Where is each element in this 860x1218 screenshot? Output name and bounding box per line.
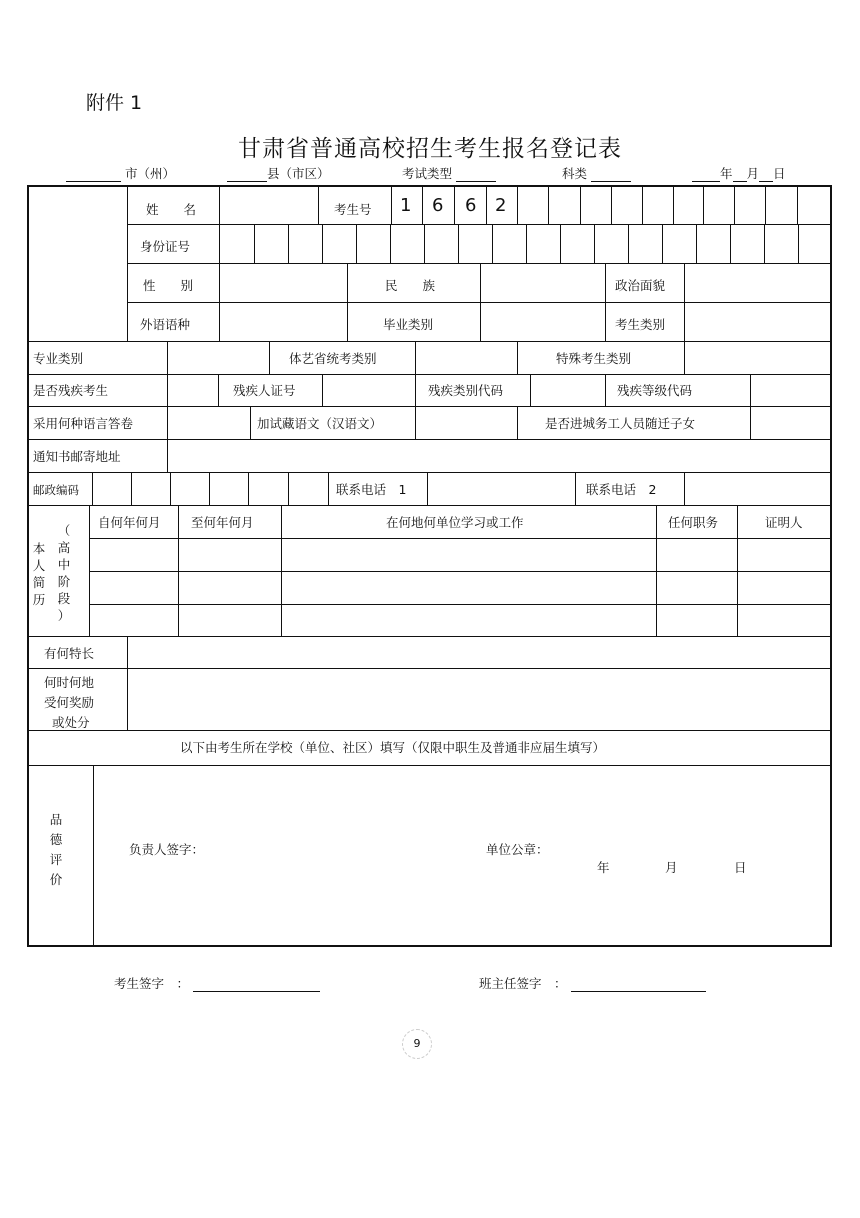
grid-line	[486, 187, 487, 224]
grid-line	[605, 374, 606, 406]
grid-line	[328, 472, 329, 505]
grid-line	[219, 263, 220, 341]
eval-date-day: 日	[734, 860, 747, 875]
grid-line	[548, 187, 549, 224]
grid-line	[167, 341, 168, 374]
gender-label: 性 别	[143, 278, 194, 293]
grid-line	[170, 472, 171, 505]
grid-line	[356, 224, 357, 263]
extra-test-label: 加试藏语文（汉语文）	[257, 416, 383, 431]
grid-line	[530, 374, 531, 406]
special-category-label: 特殊考生类别	[556, 351, 632, 366]
page-number: 9	[402, 1029, 432, 1059]
grid-line	[250, 406, 251, 439]
attachment-label: 附件 1	[86, 92, 143, 114]
student-signature[interactable]: 考生签字 ：	[114, 974, 320, 992]
eval-date-month: 月	[665, 860, 678, 875]
subject-field[interactable]: 科类	[562, 164, 631, 182]
grid-line	[424, 224, 425, 263]
grid-line	[750, 374, 751, 406]
grid-line	[480, 263, 481, 341]
grid-line	[127, 263, 831, 264]
grid-line	[517, 341, 518, 374]
teacher-signature[interactable]: 班主任签字 ：	[479, 974, 706, 992]
grid-line	[594, 224, 595, 263]
grid-line	[28, 730, 831, 731]
mail-address-label: 通知书邮寄地址	[33, 449, 121, 464]
exam-no-label: 考生号	[334, 202, 372, 217]
grid-line	[415, 374, 416, 406]
moral-eval-label: 品 德 评 价	[49, 812, 63, 887]
grid-line	[322, 374, 323, 406]
grid-line	[218, 374, 219, 406]
grid-line	[127, 636, 128, 730]
phone1-label: 联系电话 1	[336, 482, 407, 497]
grid-line	[765, 187, 766, 224]
grid-line	[92, 472, 93, 505]
grid-line	[219, 187, 220, 224]
resume-header-position: 任何职务	[668, 515, 719, 530]
grid-line	[750, 406, 751, 439]
grid-line	[575, 472, 576, 505]
grid-line	[628, 224, 629, 263]
student-category-label: 考生类别	[615, 317, 666, 332]
school-note: 以下由考生所在学校（单位、社区）填写（仅限中职生及普通非应届生填写）	[180, 740, 606, 755]
foreign-lang-label: 外语语种	[140, 317, 191, 332]
signer-label: 负责人签字：	[129, 842, 205, 857]
form-title: 甘肃省普通高校招生考生报名登记表	[238, 136, 622, 162]
grid-line	[684, 263, 685, 341]
grid-line	[167, 406, 168, 439]
grid-line	[89, 571, 831, 572]
disabled-cert-label: 残疾人证号	[233, 383, 296, 398]
grid-line	[415, 341, 416, 374]
grid-line	[517, 187, 518, 224]
grid-line	[611, 187, 612, 224]
grid-line	[288, 224, 289, 263]
arts-sports-label: 体艺省统考类别	[289, 351, 377, 366]
disabled-label: 是否残疾考生	[33, 383, 109, 398]
grid-line	[127, 187, 128, 341]
grid-line	[219, 224, 220, 263]
grid-line	[390, 224, 391, 263]
postal-code-label: 邮政编码	[33, 483, 79, 497]
major-category-label: 专业类别	[33, 351, 84, 366]
grid-line	[28, 374, 831, 375]
grid-line	[28, 472, 831, 473]
seal-label: 单位公章：	[486, 842, 549, 857]
grid-line	[734, 187, 735, 224]
grid-line	[642, 187, 643, 224]
grid-line	[764, 224, 765, 263]
grid-line	[269, 341, 270, 374]
migrant-child-label: 是否进城务工人员随迁子女	[545, 416, 696, 431]
grid-line	[89, 604, 831, 605]
grid-line	[703, 187, 704, 224]
grid-line	[93, 765, 94, 947]
grid-line	[28, 505, 831, 506]
grid-line	[797, 187, 798, 224]
grid-line	[167, 439, 168, 472]
answer-lang-label: 采用何种语言答卷	[33, 416, 134, 431]
name-label: 姓 名	[146, 202, 197, 217]
grid-line	[730, 224, 731, 263]
grid-line	[517, 406, 518, 439]
resume-header-to: 至何年何月	[191, 515, 254, 530]
grid-line	[427, 472, 428, 505]
disability-type-label: 残疾类别代码	[428, 383, 504, 398]
exam-no-digit-3: 6	[465, 195, 477, 216]
grid-line	[560, 224, 561, 263]
grid-line	[209, 472, 210, 505]
grid-line	[662, 224, 663, 263]
grid-line	[28, 406, 831, 407]
grid-line	[798, 224, 799, 263]
grid-line	[131, 472, 132, 505]
date-field[interactable]: 年 月 日	[692, 164, 786, 182]
grid-line	[288, 472, 289, 505]
grid-line	[318, 187, 319, 224]
eval-date-year: 年	[597, 860, 610, 875]
grid-line	[415, 406, 416, 439]
grid-line	[281, 505, 282, 636]
city-field[interactable]: 市（州）	[66, 164, 175, 182]
grid-line	[684, 472, 685, 505]
ethnicity-label: 民 族	[385, 278, 436, 293]
grid-line	[391, 187, 392, 224]
grid-line	[127, 224, 831, 225]
grid-line	[347, 263, 348, 341]
grid-line	[254, 224, 255, 263]
grid-line	[167, 374, 168, 406]
grid-line	[526, 224, 527, 263]
grid-line	[492, 224, 493, 263]
grid-line	[454, 187, 455, 224]
grid-line	[684, 341, 685, 374]
grid-line	[458, 224, 459, 263]
specialty-label: 有何特长	[44, 646, 95, 661]
phone2-label: 联系电话 2	[586, 482, 657, 497]
grid-line	[89, 505, 90, 636]
exam-no-digit-4: 2	[495, 195, 507, 216]
exam-no-digit-2: 6	[432, 195, 444, 216]
county-field[interactable]: 县（市区）	[227, 164, 330, 182]
exam-no-digit-1: 1	[400, 195, 412, 216]
grid-line	[28, 341, 831, 342]
grid-line	[28, 636, 831, 637]
exam-type-field[interactable]: 考试类型	[402, 164, 496, 182]
grid-line	[696, 224, 697, 263]
grid-line	[422, 187, 423, 224]
resume-header-from: 自何年何月	[98, 515, 161, 530]
id-card-label: 身份证号	[140, 239, 191, 254]
grid-line	[89, 538, 831, 539]
registration-form	[27, 185, 832, 947]
grid-line	[322, 224, 323, 263]
grid-line	[127, 302, 831, 303]
resume-header-place: 在何地何单位学习或工作	[386, 515, 524, 530]
political-label: 政治面貌	[615, 278, 666, 293]
grid-line	[737, 505, 738, 636]
resume-stage-label: （ 高 中 阶 段 ）	[57, 523, 71, 623]
resume-side-label: 本 人 简 历	[32, 541, 46, 607]
grid-line	[248, 472, 249, 505]
awards-label: 何时何地 受何奖励 或处分	[44, 675, 95, 730]
grid-line	[28, 765, 831, 766]
grid-line	[605, 263, 606, 341]
disability-level-label: 残疾等级代码	[617, 383, 693, 398]
grid-line	[178, 505, 179, 636]
grid-line	[28, 439, 831, 440]
grid-line	[673, 187, 674, 224]
resume-header-witness: 证明人	[765, 515, 803, 530]
grad-category-label: 毕业类别	[383, 317, 434, 332]
grid-line	[656, 505, 657, 636]
grid-line	[28, 668, 831, 669]
grid-line	[580, 187, 581, 224]
